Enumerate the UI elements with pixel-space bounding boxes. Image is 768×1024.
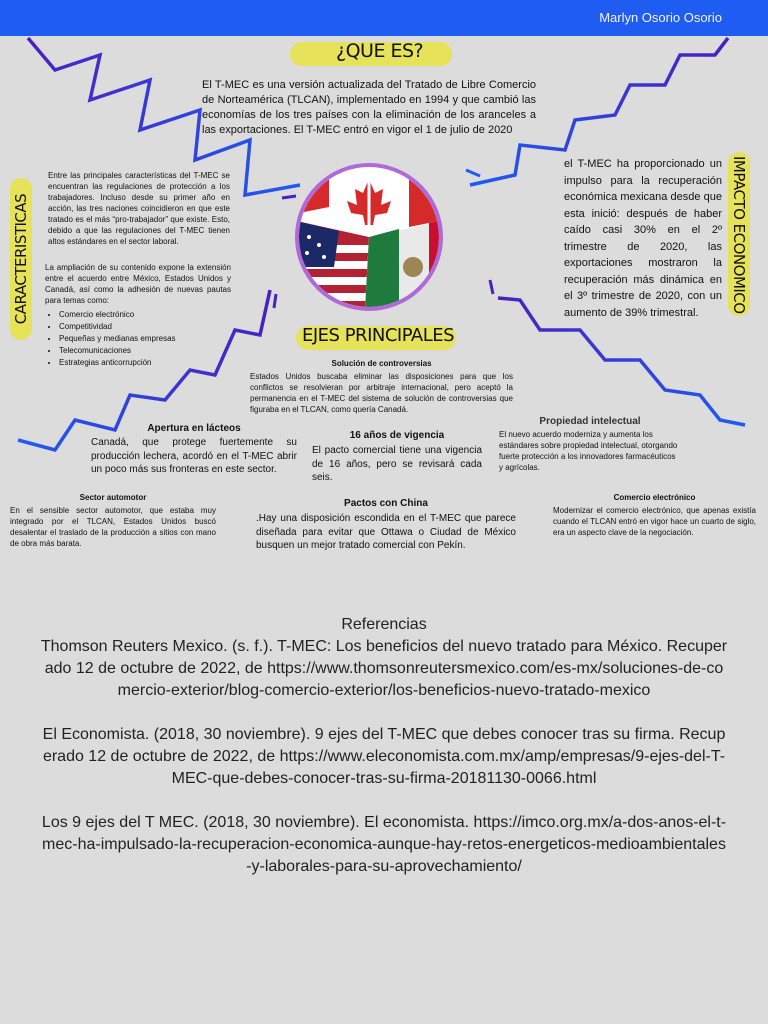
list-item: • Pequeñas y medianas empresas (59, 333, 231, 345)
reference-1: Thomson Reuters Mexico. (s. f.). T-MEC: Los beneficios del nuevo tratado para México. Recuperado 12 de octubre de 2022, de https://www.thomsonreutersmexico.com/es-mx/soluciones-de-comercio-exterior/blog-comercio-exterior/los-beneficios-nuevo-tratado-mexico (40, 638, 728, 699)
apertura-title: Apertura en lácteos (147, 423, 241, 434)
caracteristicas-list (45, 309, 231, 369)
accent-stroke (282, 196, 296, 198)
que-es-title: ¿QUE ES? (336, 40, 424, 62)
comercio-text: Modernizar el comercio electrónico, que apenas existía cuando el TLCAN entró en vigor hace un cuarto de siglo, era un aspecto clave de la negociación. (553, 506, 756, 537)
accent-stroke (466, 170, 480, 176)
apertura-text: Canadá, que protege fuertemente su producción lechera, acordó en el T-MEC abrir un poco más sus fronteras en este sector. (91, 437, 297, 475)
solucion-text: Estados Unidos buscaba eliminar las disposiciones para que los conflictos se resolvieran por arbitraje internacional, pero aceptó la permanencia en el T-MEC del sistema de solución de controversias que figuraba en el TLCAN, como quería Canadá. (250, 372, 513, 414)
impacto-text: el T-MEC ha proporcionado un impulso para la recuperación económica mexicana desde que esta inició: después de haber caído casi 30% en el 2º trimestre de 2020, las exportaciones mostraron la recuperación más dinámica en el 3º trimestre de 2020, con un aumento de 39% trimestral. (564, 158, 722, 319)
automotor-title: Sector automotor (79, 493, 147, 502)
solucion-title: Solución de controversias (331, 359, 432, 368)
accent-stroke (490, 280, 493, 294)
references-title: Referencias (341, 616, 427, 633)
reference-3: Los 9 ejes del T MEC. (2018, 30 noviembre). El economista. https://imco.org.mx/a-dos-anos-el-t-mec-ha-impulsado-la-recuperacion-economica-aunque-hay-retos-energeticos-medioambientales-y-laborales-para-su-aprovechamiento/ (41, 814, 727, 875)
caracteristicas-title: CARACTERISTICAS (12, 193, 30, 325)
china-title: Pactos con China (344, 498, 428, 509)
ejes-title: EJES PRINCIPALES (302, 325, 455, 346)
list-item: • Estrategias anticorrupción (59, 357, 231, 369)
accent-stroke (274, 294, 276, 308)
reference-2: El Economista. (2018, 30 noviembre). 9 ejes del T-MEC que debes conocer tras su firma. Recuperado 12 de octubre de 2022, de https://www.eleconomista.com.mx/amp/empresas/9-ejes-del-T-MEC-que-debes-conocer-tras-su-firma-20181130-0066.html (42, 726, 726, 787)
author-name: Marlyn Osorio Osorio (599, 10, 722, 25)
propiedad-title: Propiedad intelectual (539, 416, 641, 427)
flags-globe (279, 147, 459, 327)
vigencia-text: El pacto comercial tiene una vigencia de 16 años, pero se revisará cada seis. (312, 445, 482, 483)
caracteristicas-text-1: Entre las principales características del T-MEC se encuentran las regulaciones de protección a los trabajadores. Incluso desde su primer año en acción, las tres naciones coincidieron en que este tratado es el más “pro-trabajador” que existe. Esto, debido a que las regulaciones del T-MEC tienen altos estándares en el sector laboral. (48, 171, 230, 246)
list-item: • Comercio electrónico (59, 309, 231, 321)
automotor-text: En el sensible sector automotor, que estaba muy integrado por el TLCAN, Estados Unidos buscó desalentar el traslado de la producción a sitios con mano de obra más barata. (10, 506, 216, 548)
list-item: • Competitividad (59, 321, 231, 333)
comercio-title: Comercio electrónico (613, 493, 696, 502)
references-section (40, 614, 728, 900)
vigencia-title: 16 años de vigencia (349, 430, 445, 441)
caracteristicas-section (45, 262, 231, 369)
list-item: • Telecomunicaciones (59, 345, 231, 357)
impacto-title: IMPACTO ECONOMICO (730, 156, 748, 314)
caracteristicas-text-2: La ampliación de su contenido expone la extensión entre el acuerdo entre México, Estados Unidos y Canadá, así como la adhesión de nuevas pautas para temas como: (45, 263, 231, 305)
propiedad-text: El nuevo acuerdo moderniza y aumenta los estándares sobre propiedad intelectual, otorgando fuerte protección a los innovadores farmacéuticos y agrícolas. (499, 430, 678, 472)
que-es-text: El T-MEC es una versión actualizada del Tratado de Libre Comercio de Norteamérica (TLCAN), implementado en 1994 y que cambió las economías de los tres países con la eliminación de los aranceles a las exportaciones. El T-MEC entró en vigor el 1 de julio de 2020 (202, 79, 536, 136)
china-text: .Hay una disposición escondida en el T-MEC que parece diseñada para evitar que Ottawa o Ciudad de México busquen un mejor tratado comercial con Pekín. (256, 513, 516, 551)
